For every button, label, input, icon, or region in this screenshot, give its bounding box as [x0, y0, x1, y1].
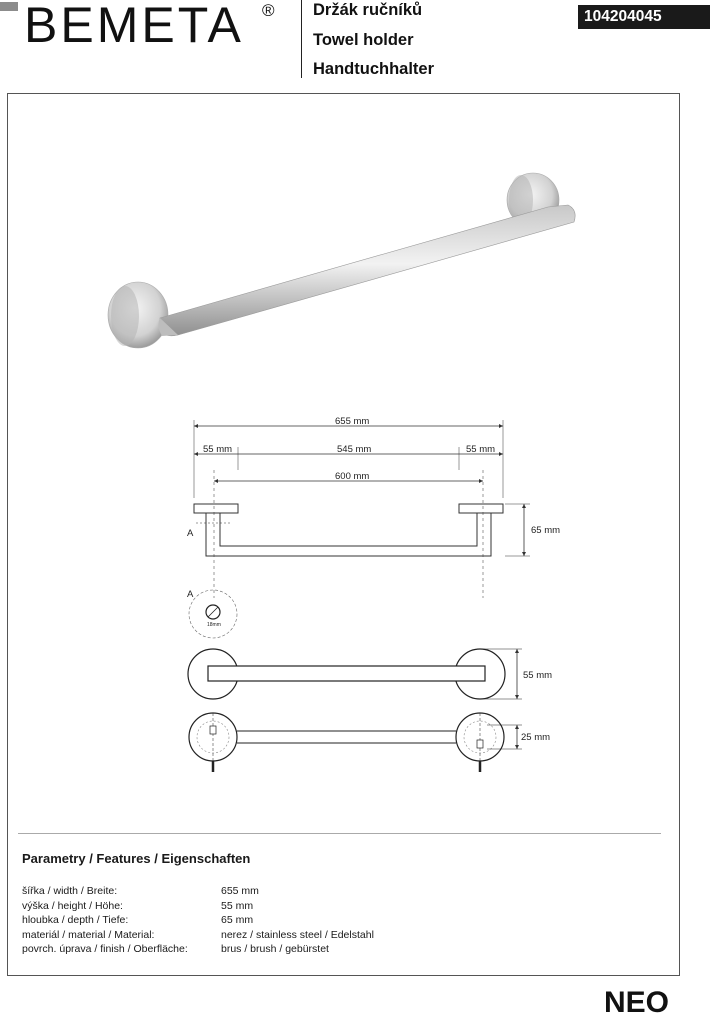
dim-left-flange: 55 mm [203, 444, 233, 455]
spec-heading: Parametry / Features / Eigenschaften [22, 851, 251, 866]
spec-label-depth: hloubka / depth / Tiefe: [22, 914, 129, 926]
product-code-badge: 104204045 [578, 5, 710, 29]
spec-label-finish: povrch. úprava / finish / Oberfläche: [22, 943, 188, 955]
spec-value-height: 55 mm [221, 900, 254, 912]
dim-right-flange: 55 mm [466, 444, 496, 455]
dim-total: 655 mm [335, 416, 370, 427]
dim-mount-spacing: 25 mm [521, 732, 551, 743]
product-render [108, 173, 575, 348]
spec-divider [18, 833, 661, 834]
spec-value-material: nerez / stainless steel / Edelstahl [221, 929, 374, 941]
spec-label-width: šířka / width / Breite: [22, 885, 118, 897]
mount-view [189, 713, 522, 772]
dim-depth: 65 mm [531, 525, 561, 536]
series-name: NEO [604, 986, 670, 1019]
brand-logo: BEMETA [24, 0, 244, 53]
spec-label-material: materiál / material / Material: [22, 929, 155, 941]
spec-label-height: výška / height / Höhe: [22, 900, 123, 912]
section-label: A [187, 528, 194, 539]
detail-a [189, 590, 237, 638]
registered-mark: ® [262, 1, 275, 20]
top-view [188, 649, 522, 699]
title-cz: Držák ručníků [313, 1, 423, 19]
dim-axis-spacing: 600 mm [335, 471, 370, 482]
spec-value-finish: brus / brush / gebürstet [221, 943, 329, 955]
rod-diameter: 18mm [207, 622, 221, 628]
spec-value-depth: 65 mm [221, 914, 254, 926]
title-de: Handtuchhalter [313, 60, 435, 78]
dim-bar-length: 545 mm [337, 444, 372, 455]
spec-value-width: 655 mm [221, 885, 259, 897]
title-en: Towel holder [313, 31, 414, 49]
bar-render [160, 205, 575, 336]
dim-height: 55 mm [523, 670, 553, 681]
detail-label: A [187, 589, 194, 600]
